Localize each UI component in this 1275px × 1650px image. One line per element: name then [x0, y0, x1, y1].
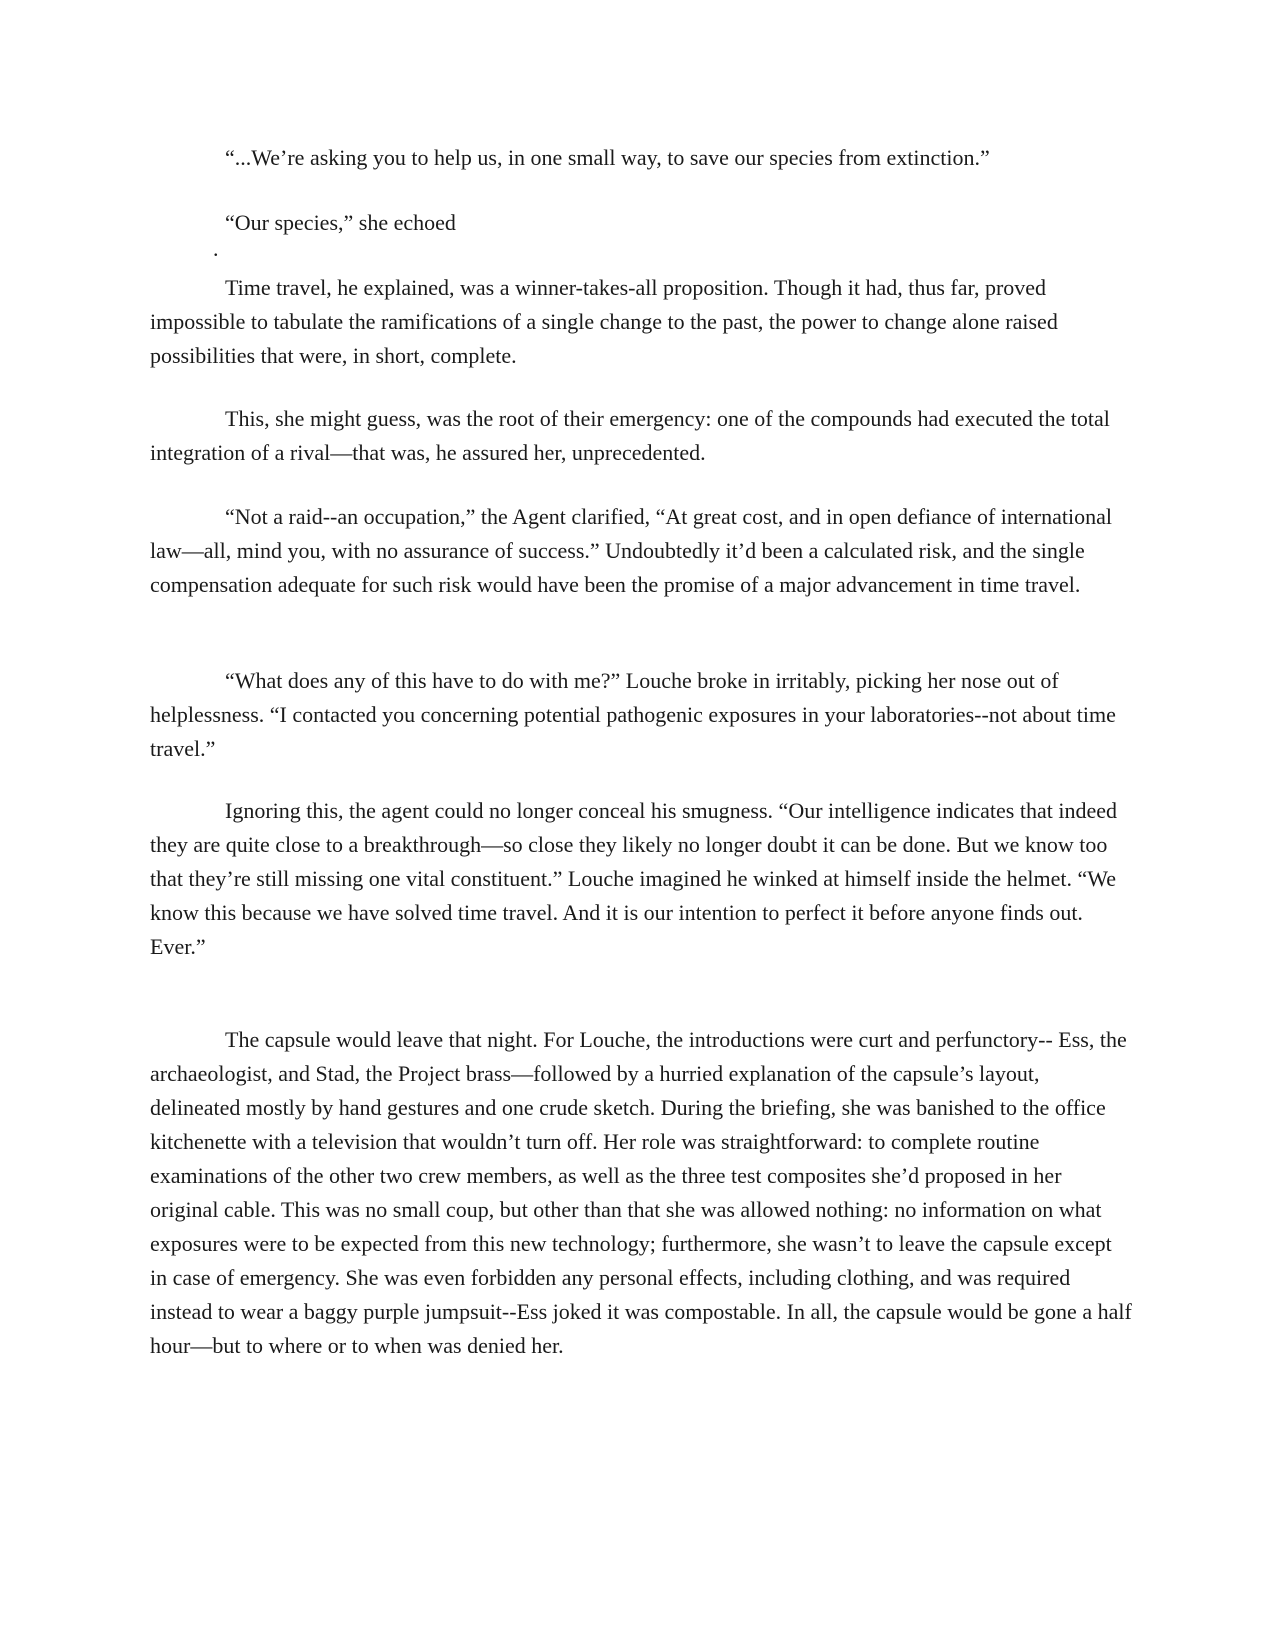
paragraph-2-block	[150, 206, 1132, 240]
paragraph: “Not a raid--an occupation,” the Agent clarified, “At great cost, and in open defiance of international law—all, mind you, with no assurance of success.” Undoubtedly it’d been a calculated risk, and the single compensation adequate for such risk would have been the promise of a major advancement in time travel.	[150, 504, 1112, 597]
paragraph: This, she might guess, was the root of their emergency: one of the compounds had executed the total integration of a rival—that was, he assured her, unprecedented.	[150, 406, 1110, 465]
paragraph-5-block	[150, 500, 1132, 602]
paragraph-4-block	[150, 402, 1132, 470]
paragraph-8-block	[150, 1023, 1132, 1363]
paragraph-3-block	[150, 271, 1132, 373]
stray-period: .	[213, 236, 219, 261]
paragraph: “...We’re asking you to help us, in one small way, to save our species from extinction.”	[225, 145, 990, 170]
paragraph-7-block	[150, 794, 1132, 964]
paragraph: “Our species,” she echoed	[225, 210, 456, 235]
paragraph: The capsule would leave that night. For Louche, the introductions were curt and perfunctory-- Ess, the archaeologist, and Stad, the Project brass—followed by a hurried explanation of the capsule’s layout, delineated mostly by hand gestures and one crude sketch. During the briefing, she was banished to the office kitchenette with a television that wouldn’t turn off. Her role was straightforward: to complete routine examinations of the other two crew members, as well as the three test composites she’d proposed in her original cable. This was no small coup, but other than that she was allowed nothing: no information on what exposures were to be expected from this new technology; furthermore, she wasn’t to leave the capsule except in case of emergency. She was even forbidden any personal effects, including clothing, and was required instead to wear a baggy purple jumpsuit--Ess joked it was compostable. In all, the capsule would be gone a half hour—but to where or to when was denied her.	[150, 1027, 1132, 1358]
paragraph: “What does any of this have to do with me?” Louche broke in irritably, picking her nose out of helplessness. “I contacted you concerning potential pathogenic exposures in your laboratories--not about time travel.”	[150, 668, 1116, 761]
paragraph: Ignoring this, the agent could no longer conceal his smugness. “Our intelligence indicates that indeed they are quite close to a breakthrough—so close they likely no longer doubt it can be done. But we know too that they’re still missing one vital constituent.” Louche imagined he winked at himself inside the helmet. “We know this because we have solved time travel. And it is our intention to perfect it before anyone finds out. Ever.”	[150, 798, 1117, 959]
paragraph-6-block	[150, 664, 1132, 766]
stray-period-block	[213, 232, 253, 266]
paragraph: Time travel, he explained, was a winner-takes-all proposition. Though it had, thus far, proved impossible to tabulate the ramifications of a single change to the past, the power to change alone raised possibilities that were, in short, complete.	[150, 275, 1058, 368]
paragraph-1-block	[150, 141, 1132, 175]
